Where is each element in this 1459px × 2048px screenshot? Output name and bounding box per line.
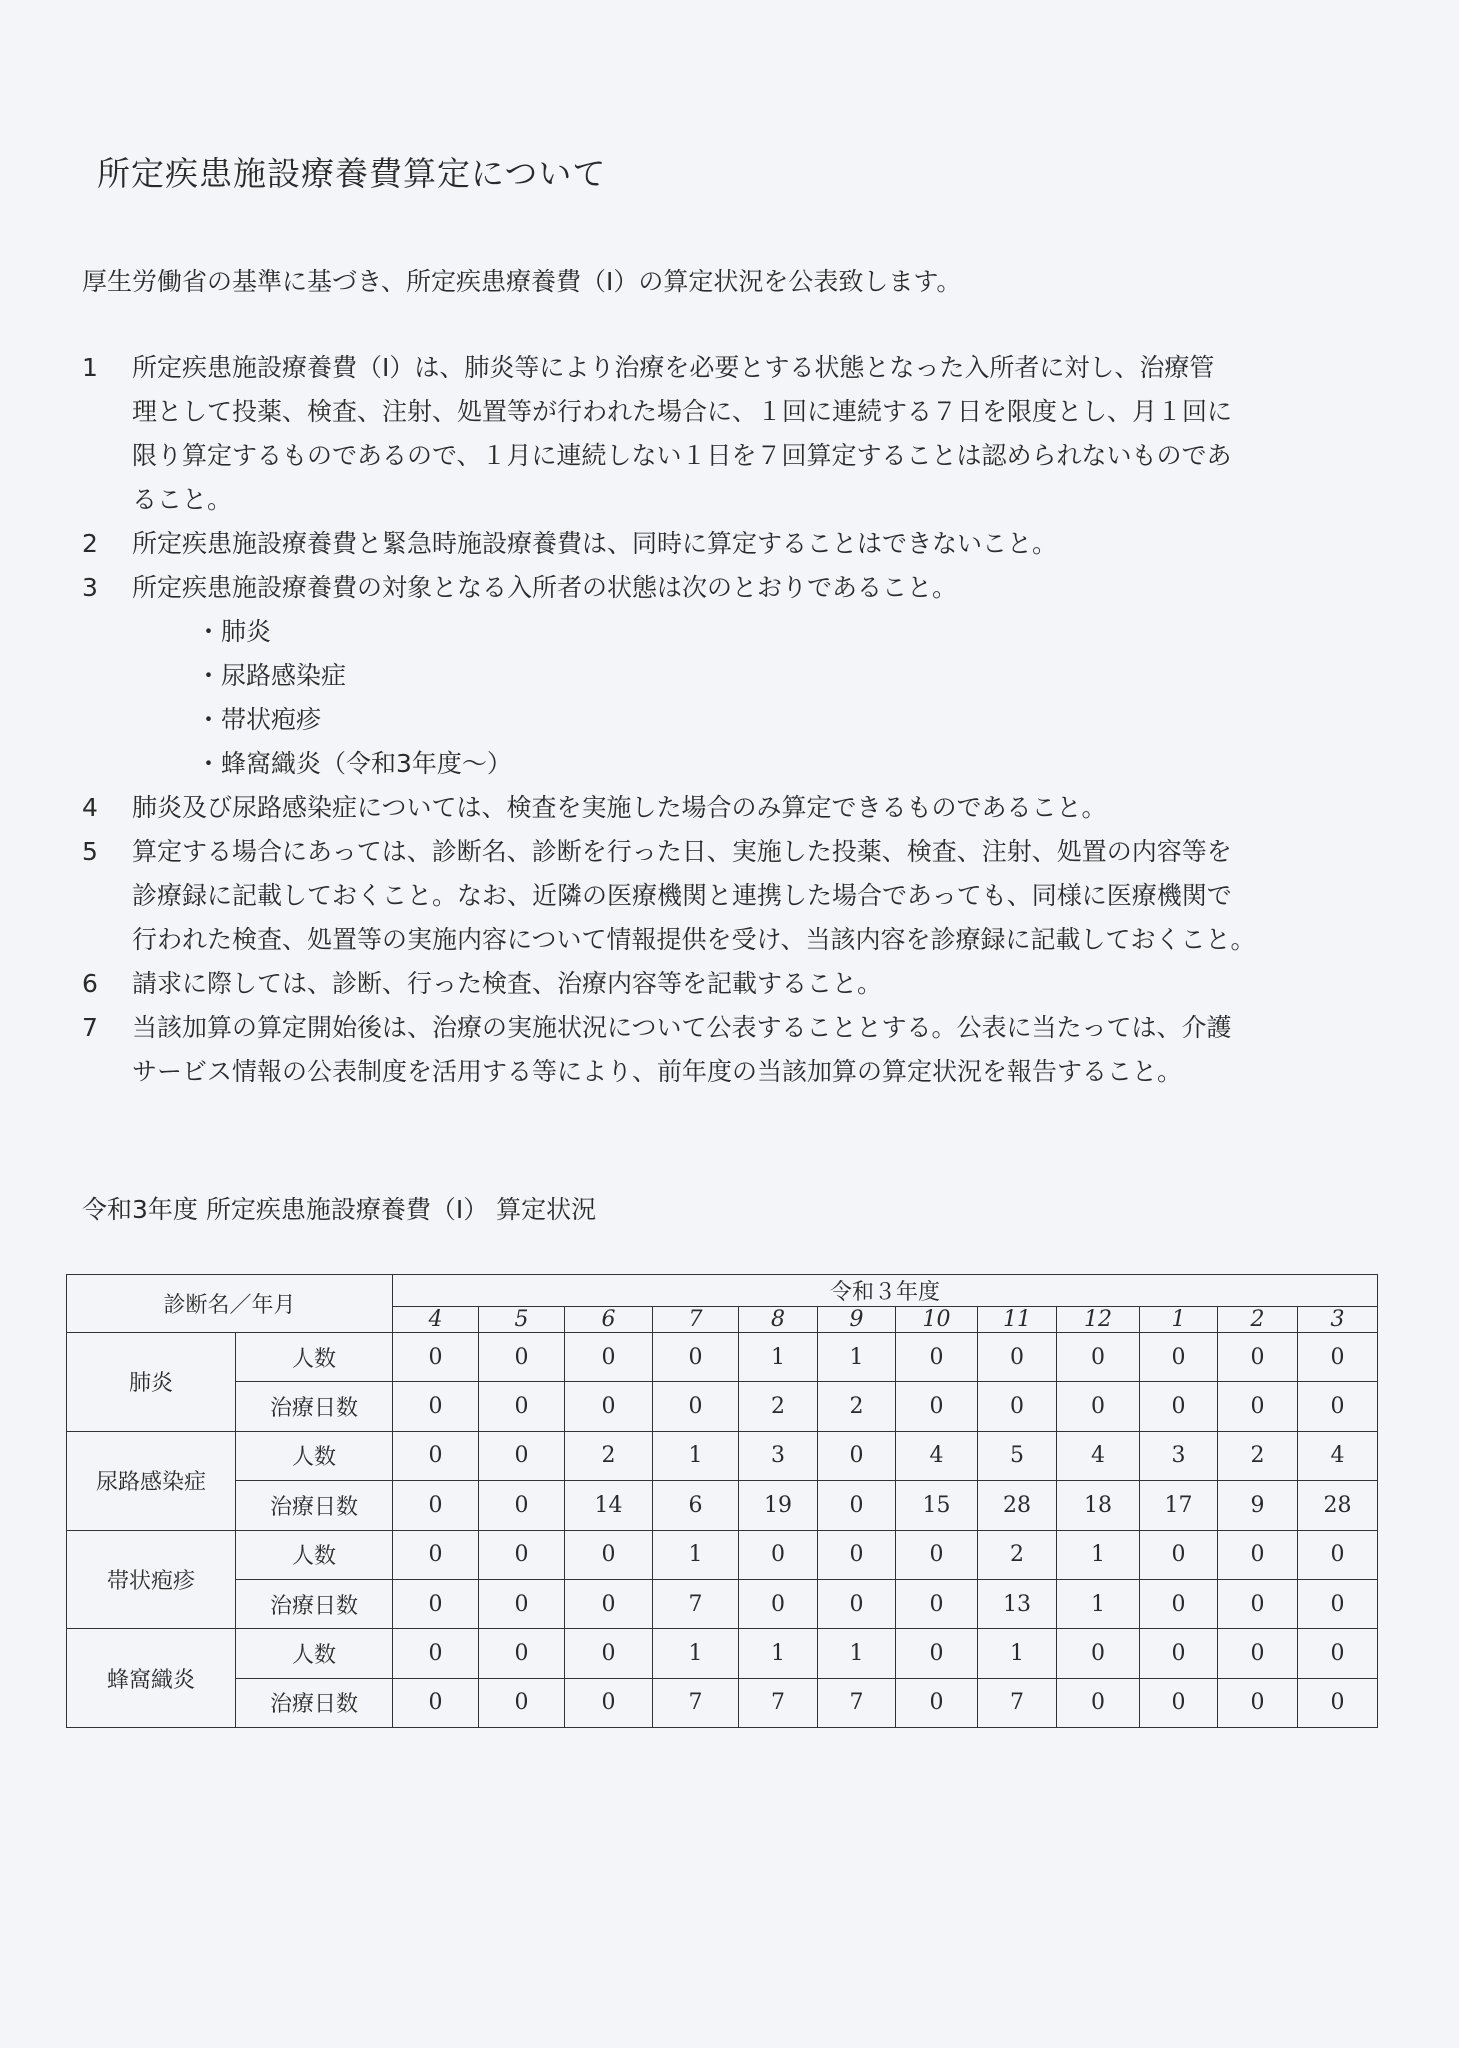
table-cell: 7 bbox=[978, 1678, 1057, 1727]
table-cell: 1 bbox=[978, 1629, 1057, 1678]
list-item bbox=[82, 1006, 1382, 1094]
table-cell: 0 bbox=[565, 1333, 653, 1382]
month-header: 3 bbox=[1298, 1307, 1378, 1333]
list-item-text: 行われた検査、処置等の実施内容について情報提供を受け、当該内容を診療録に記載しておくこと。 bbox=[132, 925, 1256, 954]
table-cell: 0 bbox=[896, 1530, 978, 1579]
list-item-text: 当該加算の算定開始後は、治療の実施状況について公表することとする。公表に当たっては、介護 bbox=[132, 1013, 1232, 1042]
table-cell: 9 bbox=[1218, 1481, 1298, 1530]
table-cell: 0 bbox=[818, 1579, 896, 1628]
list-item-text: 所定疾患施設療養費の対象となる入所者の状態は次のとおりであること。 bbox=[132, 573, 958, 602]
table-cell: 0 bbox=[393, 1481, 479, 1530]
list-item bbox=[82, 566, 1382, 786]
disease-name: 肺炎 bbox=[67, 1333, 236, 1432]
table-cell: 0 bbox=[1298, 1629, 1378, 1678]
table-cell: 0 bbox=[1057, 1333, 1140, 1382]
list-item bbox=[82, 522, 1382, 566]
table-cell: 0 bbox=[1140, 1678, 1218, 1727]
table-cell: 0 bbox=[653, 1382, 739, 1431]
list-item-number: 6 bbox=[82, 969, 98, 998]
table-cell: 0 bbox=[818, 1530, 896, 1579]
table-cell: 0 bbox=[896, 1629, 978, 1678]
month-header: 10 bbox=[896, 1307, 978, 1333]
condition-bullet: ・肺炎 bbox=[196, 617, 272, 646]
table-cell: 0 bbox=[479, 1481, 565, 1530]
table-cell: 0 bbox=[1057, 1629, 1140, 1678]
table-cell: 2 bbox=[1218, 1431, 1298, 1480]
month-header: 6 bbox=[565, 1307, 653, 1333]
table-cell: 0 bbox=[1218, 1382, 1298, 1431]
list-item-number: 3 bbox=[82, 573, 98, 602]
month-header: 5 bbox=[479, 1307, 565, 1333]
table-cell: 13 bbox=[978, 1579, 1057, 1628]
list-item-text: サービス情報の公表制度を活用する等により、前年度の当該加算の算定状況を報告すること。 bbox=[132, 1057, 1183, 1086]
table-cell: 0 bbox=[818, 1481, 896, 1530]
table-cell: 0 bbox=[1140, 1629, 1218, 1678]
table-cell: 7 bbox=[653, 1678, 739, 1727]
list-item-text: 診療録に記載しておくこと。なお、近隣の医療機関と連携した場合であっても、同様に医療機関で bbox=[132, 881, 1232, 910]
row-label: 治療日数 bbox=[236, 1579, 393, 1628]
table-cell: 14 bbox=[565, 1481, 653, 1530]
table-cell: 2 bbox=[739, 1382, 818, 1431]
table-cell: 0 bbox=[479, 1530, 565, 1579]
table-cell: 4 bbox=[896, 1431, 978, 1480]
table-row bbox=[67, 1629, 1378, 1678]
disease-name: 帯状疱疹 bbox=[67, 1530, 236, 1629]
table-row bbox=[67, 1382, 1378, 1431]
row-label: 人数 bbox=[236, 1629, 393, 1678]
month-header: 12 bbox=[1057, 1307, 1140, 1333]
table-cell: 0 bbox=[1140, 1530, 1218, 1579]
table-cell: 19 bbox=[739, 1481, 818, 1530]
table-cell: 28 bbox=[978, 1481, 1057, 1530]
list-item bbox=[82, 962, 1382, 1006]
table-cell: 0 bbox=[1140, 1333, 1218, 1382]
page-title: 所定疾患施設療養費算定について bbox=[97, 154, 607, 193]
row-label: 治療日数 bbox=[236, 1481, 393, 1530]
table-cell: 0 bbox=[565, 1629, 653, 1678]
table-cell: 0 bbox=[565, 1382, 653, 1431]
list-item bbox=[82, 786, 1382, 830]
table-row bbox=[67, 1678, 1378, 1727]
table-cell: 0 bbox=[393, 1629, 479, 1678]
table-cell: 0 bbox=[978, 1333, 1057, 1382]
list-item-text: 所定疾患施設療養費（Ⅰ）は、肺炎等により治療を必要とする状態となった入所者に対し、治療管 bbox=[132, 353, 1215, 382]
table-cell: 2 bbox=[978, 1530, 1057, 1579]
table-cell: 0 bbox=[1298, 1333, 1378, 1382]
table-cell: 0 bbox=[739, 1530, 818, 1579]
list-item-number: 5 bbox=[82, 837, 98, 866]
table-cell: 0 bbox=[653, 1333, 739, 1382]
month-header: 1 bbox=[1140, 1307, 1218, 1333]
table-cell: 0 bbox=[479, 1431, 565, 1480]
calculation-status-table bbox=[66, 1274, 1378, 1728]
table-cell: 0 bbox=[393, 1333, 479, 1382]
table-cell: 0 bbox=[565, 1678, 653, 1727]
table-cell: 3 bbox=[1140, 1431, 1218, 1480]
table-cell: 0 bbox=[1140, 1579, 1218, 1628]
disease-name: 蜂窩織炎 bbox=[67, 1629, 236, 1728]
requirements-list bbox=[82, 346, 1382, 1094]
table-cell: 1 bbox=[653, 1530, 739, 1579]
table-cell: 15 bbox=[896, 1481, 978, 1530]
table-row bbox=[67, 1530, 1378, 1579]
month-header: 9 bbox=[818, 1307, 896, 1333]
row-label: 人数 bbox=[236, 1530, 393, 1579]
table-cell: 0 bbox=[896, 1579, 978, 1628]
list-item-text: ること。 bbox=[132, 485, 233, 514]
table-cell: 1 bbox=[739, 1629, 818, 1678]
table-cell: 0 bbox=[1057, 1678, 1140, 1727]
table-cell: 4 bbox=[1057, 1431, 1140, 1480]
list-item bbox=[82, 830, 1382, 962]
table-cell: 3 bbox=[739, 1431, 818, 1480]
table-cell: 0 bbox=[1218, 1629, 1298, 1678]
row-label: 人数 bbox=[236, 1431, 393, 1480]
table-cell: 4 bbox=[1298, 1431, 1378, 1480]
table-cell: 28 bbox=[1298, 1481, 1378, 1530]
month-header: 4 bbox=[393, 1307, 479, 1333]
condition-bullet: ・蜂窩織炎（令和3年度～） bbox=[196, 749, 512, 778]
condition-bullet: ・帯状疱疹 bbox=[196, 705, 322, 734]
month-header: 11 bbox=[978, 1307, 1057, 1333]
row-label: 人数 bbox=[236, 1333, 393, 1382]
table-cell: 1 bbox=[1057, 1530, 1140, 1579]
list-item bbox=[82, 346, 1382, 522]
table-cell: 7 bbox=[653, 1579, 739, 1628]
table-cell: 1 bbox=[653, 1629, 739, 1678]
table-cell: 1 bbox=[818, 1629, 896, 1678]
table-cell: 5 bbox=[978, 1431, 1057, 1480]
table-cell: 0 bbox=[896, 1678, 978, 1727]
list-item-text: 請求に際しては、診断、行った検査、治療内容等を記載すること。 bbox=[132, 969, 883, 998]
intro-text: 厚生労働省の基準に基づき、所定疾患療養費（Ⅰ）の算定状況を公表致します。 bbox=[82, 267, 962, 296]
table-cell: 17 bbox=[1140, 1481, 1218, 1530]
table-row bbox=[67, 1431, 1378, 1480]
month-header: 7 bbox=[653, 1307, 739, 1333]
list-item-text: 限り算定するものであるので、１月に連続しない１日を７回算定することは認められないものであ bbox=[132, 441, 1232, 470]
table-cell: 0 bbox=[1298, 1678, 1378, 1727]
table-cell: 0 bbox=[1218, 1678, 1298, 1727]
table-cell: 0 bbox=[479, 1678, 565, 1727]
table-cell: 0 bbox=[393, 1579, 479, 1628]
table-cell: 0 bbox=[818, 1431, 896, 1480]
table-cell: 0 bbox=[393, 1431, 479, 1480]
table-cell: 2 bbox=[565, 1431, 653, 1480]
list-item-number: 1 bbox=[82, 353, 98, 382]
list-item-number: 4 bbox=[82, 793, 98, 822]
table-cell: 0 bbox=[896, 1333, 978, 1382]
month-header: 8 bbox=[739, 1307, 818, 1333]
table-cell: 18 bbox=[1057, 1481, 1140, 1530]
table-cell: 7 bbox=[739, 1678, 818, 1727]
list-item-number: 2 bbox=[82, 529, 98, 558]
table-cell: 7 bbox=[818, 1678, 896, 1727]
list-item-text: 肺炎及び尿路感染症については、検査を実施した場合のみ算定できるものであること。 bbox=[132, 793, 1107, 822]
table-cell: 0 bbox=[739, 1579, 818, 1628]
table-cell: 0 bbox=[1298, 1579, 1378, 1628]
table-cell: 0 bbox=[1218, 1530, 1298, 1579]
table-cell: 0 bbox=[393, 1530, 479, 1579]
table-title: 令和3年度 所定疾患施設療養費（Ⅰ） 算定状況 bbox=[82, 1195, 597, 1224]
row-label: 治療日数 bbox=[236, 1678, 393, 1727]
table-cell: 0 bbox=[479, 1629, 565, 1678]
condition-bullet: ・尿路感染症 bbox=[196, 661, 347, 690]
table-cell: 0 bbox=[978, 1382, 1057, 1431]
row-label: 治療日数 bbox=[236, 1382, 393, 1431]
fiscal-year-header: 令和３年度 bbox=[393, 1275, 1378, 1307]
disease-name: 尿路感染症 bbox=[67, 1431, 236, 1530]
list-item-text: 理として投薬、検査、注射、処置等が行われた場合に、１回に連続する７日を限度とし、月１回に bbox=[132, 397, 1233, 426]
table-cell: 0 bbox=[479, 1333, 565, 1382]
table-cell: 0 bbox=[1057, 1382, 1140, 1431]
table-row bbox=[67, 1481, 1378, 1530]
table-cell: 0 bbox=[565, 1530, 653, 1579]
corner-header: 診断名／年月 bbox=[67, 1275, 393, 1333]
table-row bbox=[67, 1579, 1378, 1628]
table-cell: 0 bbox=[1140, 1382, 1218, 1431]
table-cell: 0 bbox=[1218, 1579, 1298, 1628]
table-cell: 0 bbox=[1298, 1530, 1378, 1579]
table-cell: 2 bbox=[818, 1382, 896, 1431]
table-cell: 0 bbox=[1218, 1333, 1298, 1382]
list-item-text: 所定疾患施設療養費と緊急時施設療養費は、同時に算定することはできないこと。 bbox=[132, 529, 1058, 558]
table-cell: 0 bbox=[565, 1579, 653, 1628]
table-cell: 0 bbox=[479, 1382, 565, 1431]
month-header: 2 bbox=[1218, 1307, 1298, 1333]
table-cell: 0 bbox=[393, 1382, 479, 1431]
table-cell: 1 bbox=[1057, 1579, 1140, 1628]
table-cell: 0 bbox=[1298, 1382, 1378, 1431]
table-cell: 1 bbox=[653, 1431, 739, 1480]
table-cell: 1 bbox=[818, 1333, 896, 1382]
list-item-text: 算定する場合にあっては、診断名、診断を行った日、実施した投薬、検査、注射、処置の内容等を bbox=[132, 837, 1232, 866]
list-item-number: 7 bbox=[82, 1013, 98, 1042]
table-cell: 0 bbox=[896, 1382, 978, 1431]
table-row bbox=[67, 1333, 1378, 1382]
table-cell: 6 bbox=[653, 1481, 739, 1530]
table-cell: 0 bbox=[479, 1579, 565, 1628]
table-cell: 0 bbox=[393, 1678, 479, 1727]
table-cell: 1 bbox=[739, 1333, 818, 1382]
